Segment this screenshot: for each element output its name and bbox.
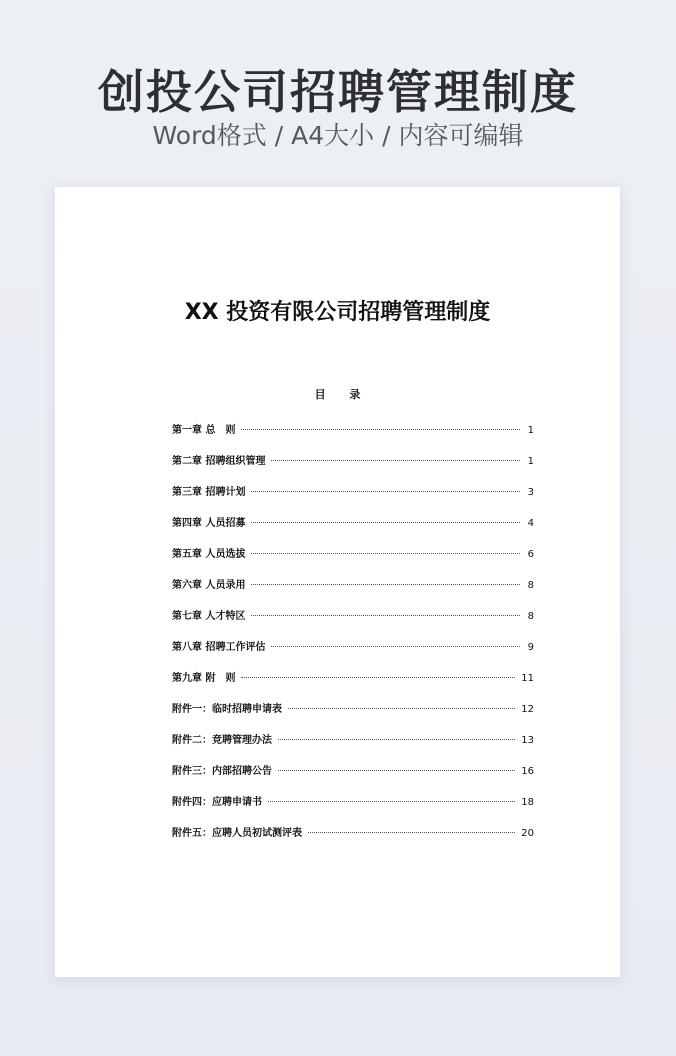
toc-dot-leader <box>278 739 515 740</box>
toc-item-title: 第八章 招聘工作评估 <box>172 642 266 653</box>
toc-item[interactable] <box>172 640 534 671</box>
document-page <box>55 187 620 977</box>
toc-dot-leader <box>241 677 515 678</box>
toc-item[interactable] <box>172 547 534 578</box>
toc-dot-leader <box>251 615 520 616</box>
toc-item[interactable] <box>172 609 534 640</box>
toc-item[interactable] <box>172 764 534 795</box>
toc-item-page: 12 <box>521 704 534 715</box>
banner-subtitle: Word格式 / A4大小 / 内容可编辑 <box>152 121 524 150</box>
toc-item-title: 第一章 总 则 <box>172 425 236 436</box>
toc-item-page: 8 <box>527 611 534 622</box>
toc-item-page: 9 <box>527 642 534 653</box>
toc-item[interactable] <box>172 423 534 454</box>
toc-item-page: 18 <box>521 797 534 808</box>
toc-item-title: 第二章 招聘组织管理 <box>172 456 266 467</box>
table-of-contents <box>172 423 534 857</box>
toc-item[interactable] <box>172 516 534 547</box>
toc-dot-leader <box>271 646 520 647</box>
document-title: XX 投资有限公司招聘管理制度 <box>184 300 491 325</box>
toc-item-page: 6 <box>527 549 534 560</box>
toc-dot-leader <box>271 460 520 461</box>
toc-dot-leader <box>278 770 515 771</box>
toc-item-title: 第五章 人员选拔 <box>172 549 246 560</box>
toc-item-page: 1 <box>527 456 534 467</box>
toc-item[interactable] <box>172 578 534 609</box>
toc-item-page: 1 <box>527 425 534 436</box>
toc-dot-leader <box>308 832 515 833</box>
toc-item[interactable] <box>172 733 534 764</box>
toc-item-title: 第六章 人员录用 <box>172 580 246 591</box>
toc-item-title: 第七章 人才特区 <box>172 611 246 622</box>
toc-item-title: 第三章 招聘计划 <box>172 487 246 498</box>
toc-dot-leader <box>251 522 520 523</box>
toc-item-page: 4 <box>527 518 534 529</box>
toc-dot-leader <box>251 553 520 554</box>
toc-item-title: 第四章 人员招募 <box>172 518 246 529</box>
toc-item-page: 8 <box>527 580 534 591</box>
toc-item-page: 20 <box>521 828 534 839</box>
toc-item-page: 11 <box>521 673 534 684</box>
toc-item[interactable] <box>172 795 534 826</box>
toc-item[interactable] <box>172 454 534 485</box>
toc-item[interactable] <box>172 702 534 733</box>
toc-item-title: 附件二：竞聘管理办法 <box>172 735 272 746</box>
toc-dot-leader <box>251 491 520 492</box>
banner-title: 创投公司招聘管理制度 <box>98 65 578 119</box>
toc-dot-leader <box>268 801 515 802</box>
toc-item-title: 附件三：内部招聘公告 <box>172 766 272 777</box>
toc-item-page: 13 <box>521 735 534 746</box>
toc-item-title: 附件五：应聘人员初试测评表 <box>172 828 302 839</box>
toc-item[interactable] <box>172 826 534 857</box>
toc-item-page: 3 <box>527 487 534 498</box>
toc-dot-leader <box>241 429 520 430</box>
toc-item[interactable] <box>172 485 534 516</box>
toc-dot-leader <box>288 708 515 709</box>
toc-item-title: 附件四：应聘申请书 <box>172 797 262 808</box>
toc-heading: 目 录 <box>314 388 371 401</box>
toc-item-page: 16 <box>521 766 534 777</box>
toc-item-title: 第九章 附 则 <box>172 673 236 684</box>
toc-item[interactable] <box>172 671 534 702</box>
toc-item-title: 附件一：临时招聘申请表 <box>172 704 282 715</box>
toc-dot-leader <box>251 584 520 585</box>
